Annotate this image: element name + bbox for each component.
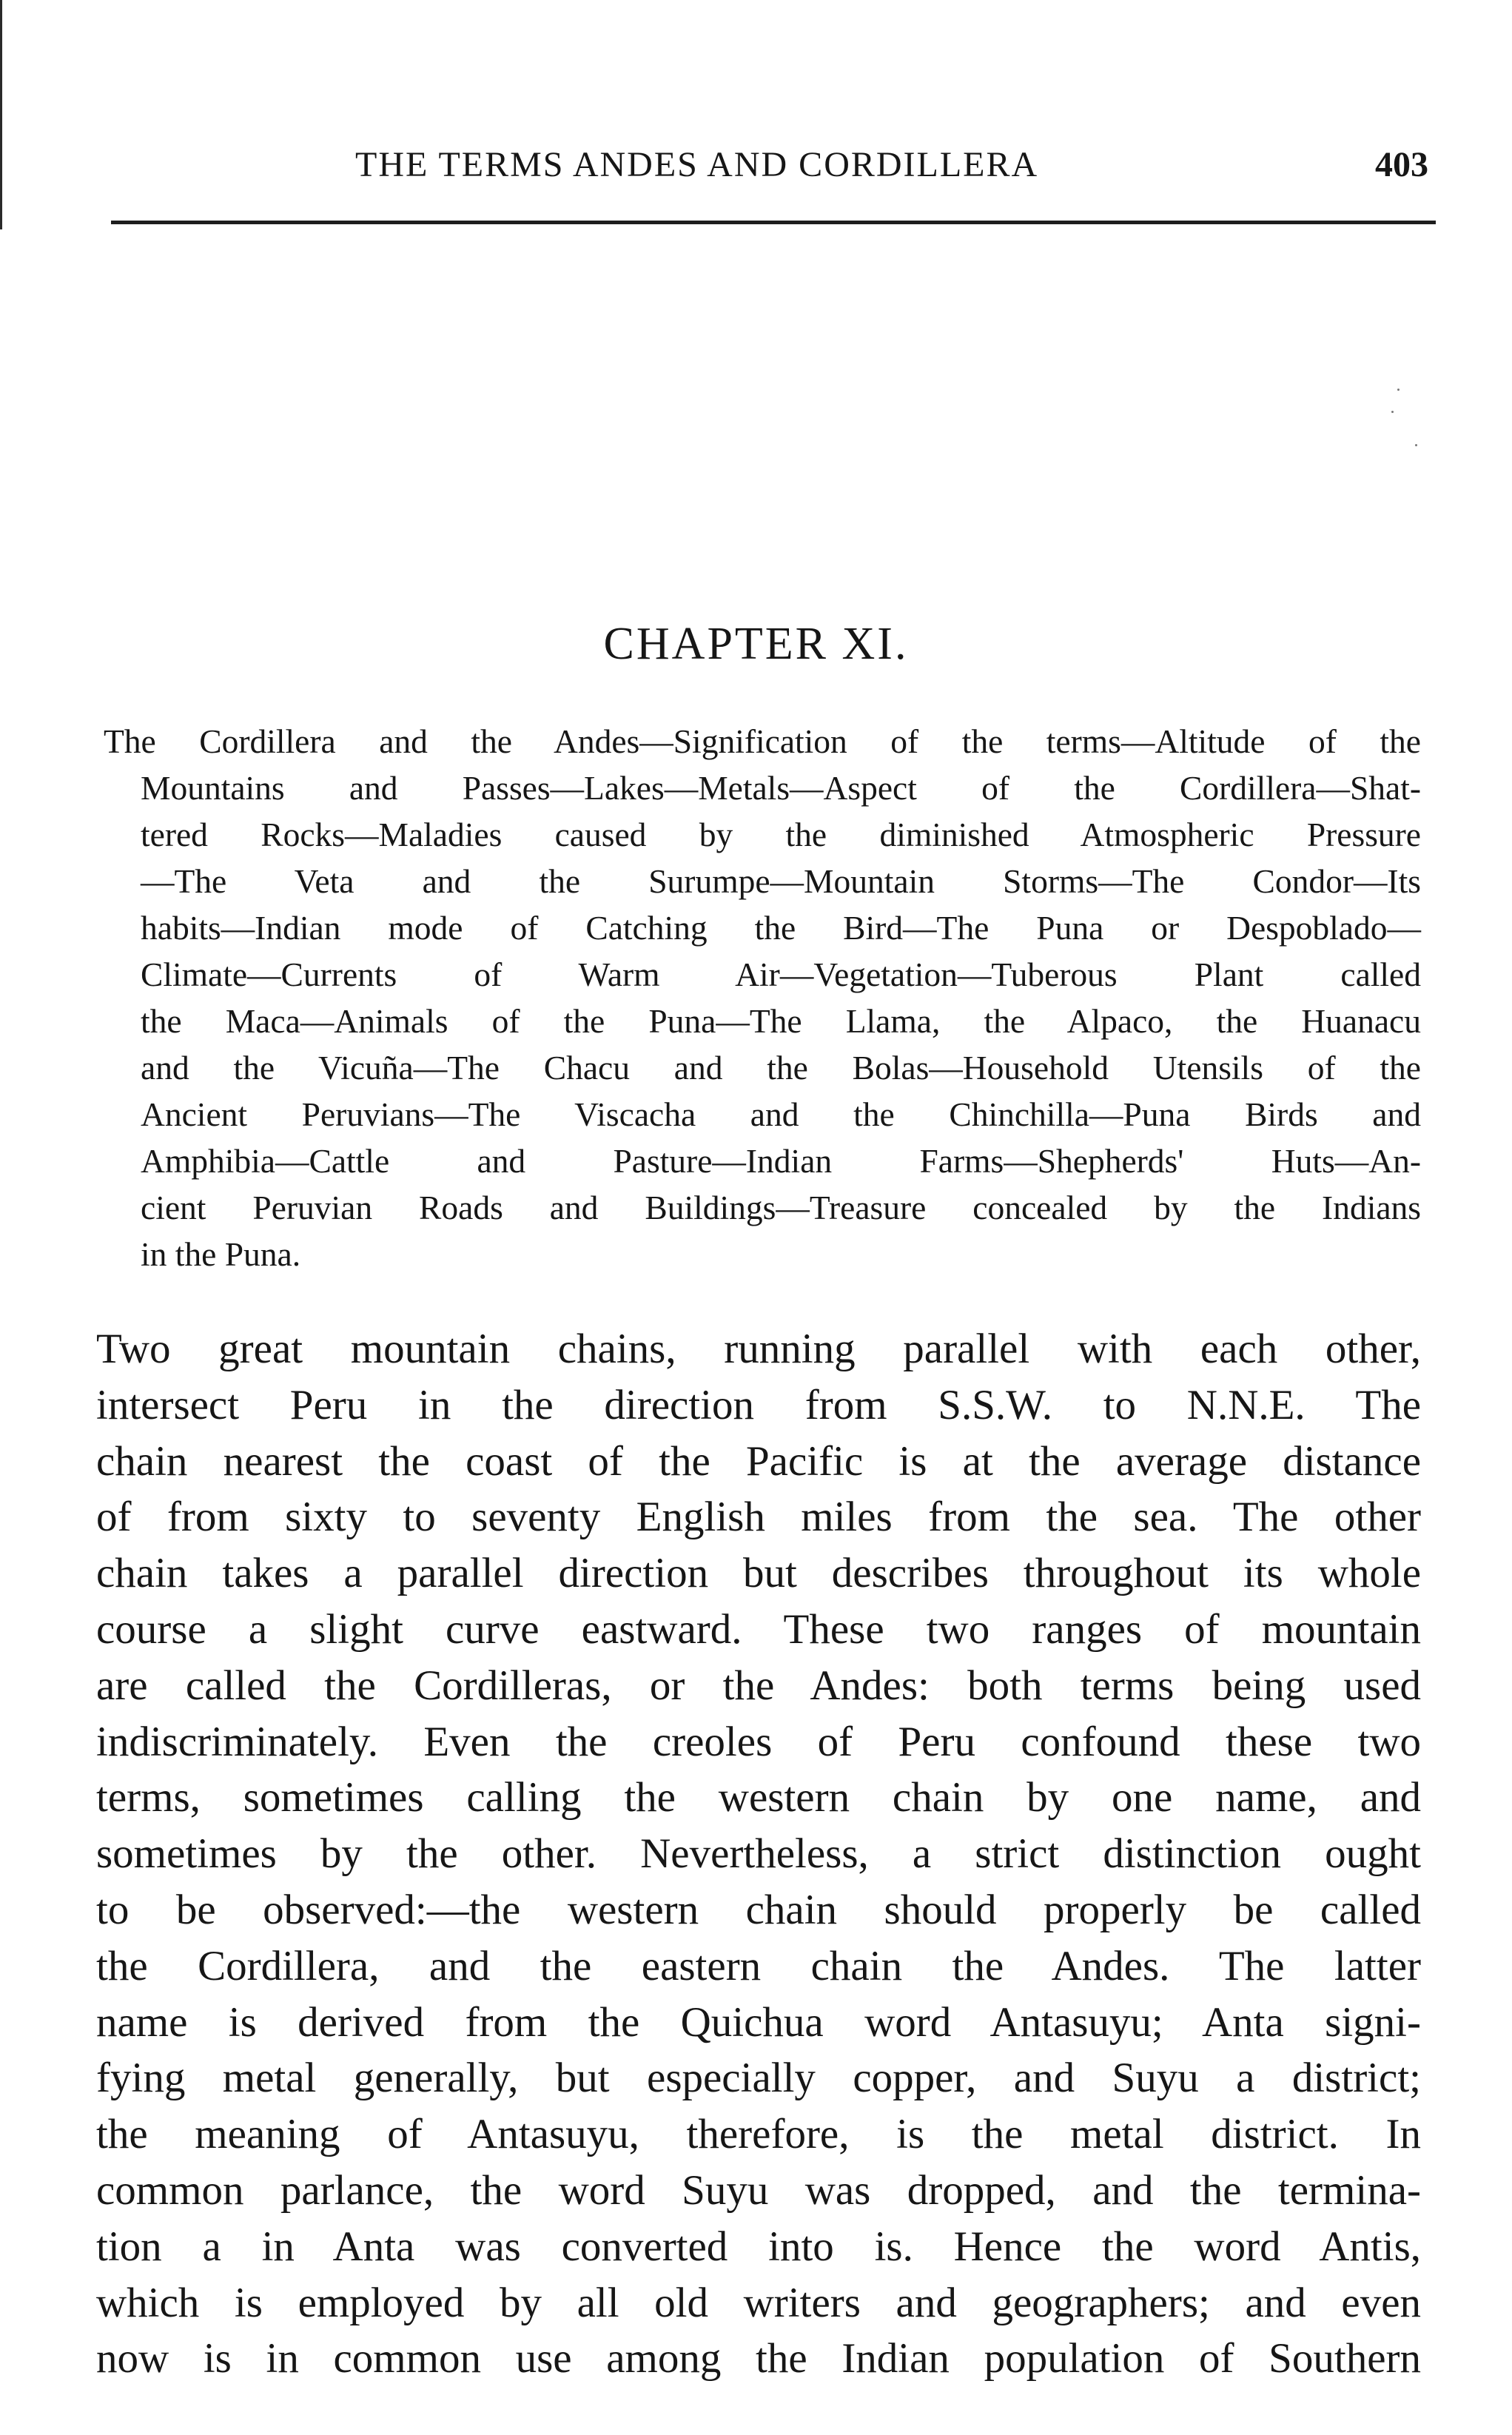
synopsis-line: in the Puna. [141,1235,301,1273]
print-speck [1415,444,1417,446]
page-edge-rule [0,0,2,229]
synopsis-line: cient Peruvian Roads and Buildings—Treasure concealed by the Indians [141,1189,1421,1226]
body-line: are called the Cordilleras, or the Andes: both terms being used [96,1662,1421,1709]
body-line: the Cordillera, and the eastern chain the Andes. The latter [96,1942,1421,1989]
chapter-title: CHAPTER XI. [603,619,909,669]
body-line: now is in common use among the Indian population of Southern [96,2335,1421,2382]
synopsis-line: Ancient Peruvians—The Viscacha and the Chinchilla—Puna Birds and [141,1095,1421,1133]
synopsis-line: Mountains and Passes—Lakes—Metals—Aspect of the Cordillera—Shat- [141,769,1421,807]
body-line: of from sixty to seventy English miles from the sea. The other [96,1494,1421,1541]
running-title: THE TERMS ANDES AND CORDILLERA [355,145,1039,184]
body-line: Two great mountain chains, running parallel with each other, [96,1326,1421,1372]
synopsis-line: —The Veta and the Surumpe—Mountain Storms—The Condor—Its [141,862,1421,900]
synopsis-line: the Maca—Animals of the Puna—The Llama, the Alpaco, the Huanacu [141,1002,1421,1040]
body-line: chain takes a parallel direction but describes throughout its whole [96,1550,1421,1597]
synopsis-line: and the Vicuña—The Chacu and the Bolas—Household Utensils of the [141,1049,1421,1086]
synopsis-line: Climate—Currents of Warm Air—Vegetation—Tuberous Plant called [141,955,1421,993]
body-line: common parlance, the word Suyu was dropped, and the termina- [96,2166,1421,2214]
body-line: terms, sometimes calling the western chain by one name, and [96,1774,1421,1821]
body-line: which is employed by all old writers and geographers; and even [96,2279,1421,2326]
running-header [111,144,1436,204]
body-line: to be observed:—the western chain should properly be called [96,1886,1421,1933]
header-rule [111,221,1436,224]
synopsis-line: habits—Indian mode of Catching the Bird—The Puna or Despoblado— [141,909,1421,947]
body-line: fying metal generally, but especially copper, and Suyu a district; [96,2055,1421,2102]
print-speck [1397,389,1400,391]
synopsis-line: The Cordillera and the Andes—Signification of the terms—Altitude of the [104,722,1421,760]
body-line: chain nearest the coast of the Pacific is at the average distance [96,1437,1421,1485]
synopsis-line: tered Rocks—Maladies caused by the diminished Atmospheric Pressure [141,816,1421,853]
body-line: course a slight curve eastward. These two ranges of mountain [96,1605,1421,1653]
chapter-synopsis [104,718,1421,1277]
body-line: the meaning of Antasuyu, therefore, is the metal district. In [96,2111,1421,2158]
synopsis-line: Amphibia—Cattle and Pasture—Indian Farms—Shepherds' Huts—An- [141,1142,1421,1180]
body-paragraph [96,1321,1421,2387]
page-number: 403 [1375,145,1428,184]
print-speck [1391,411,1394,413]
body-line: sometimes by the other. Nevertheless, a strict distinction ought [96,1830,1421,1878]
body-line: intersect Peru in the direction from S.S.W. to N.N.E. The [96,1381,1421,1428]
body-line: name is derived from the Quichua word Antasuyu; Anta signi- [96,1998,1421,2046]
body-line: tion a in Anta was converted into is. Hence the word Antis, [96,2223,1421,2270]
body-line: indiscriminately. Even the creoles of Peru confound these two [96,1718,1421,1765]
